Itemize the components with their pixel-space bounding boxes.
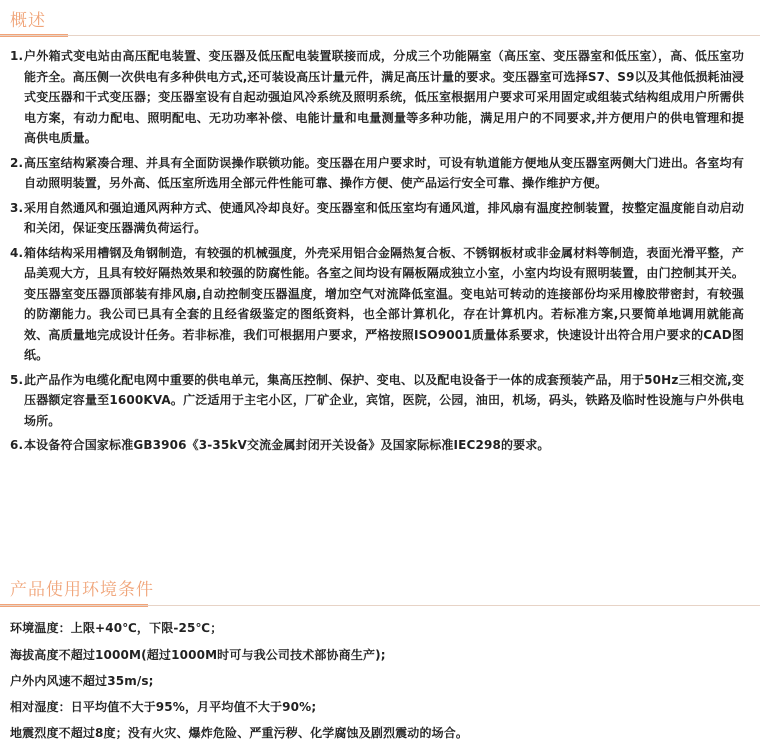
env-altitude: 海拔高度不超过1000M(超过1000M时可与我公司技术部协商生产);	[10, 648, 386, 662]
env-temperature: 环境温度：上限+40℃，下限-25℃；	[10, 621, 223, 635]
overview-divider	[0, 35, 760, 36]
overview-title: 概述	[10, 11, 46, 31]
environment-section	[0, 567, 760, 753]
list-item-text: 此产品作为电缆化配电网中重要的供电单元，集高压控制、保护、变电、以及配电设备于一体的成套预装产品，用于50Hz三相交流,变压器额定容量至1600KVA。广泛适用于主宅小区，厂矿企业，宾馆，医院，公园，油田，机场，码头，铁路及临时性设施与户外供电场所。	[24, 372, 744, 428]
list-item-text: 采用自然通风和强迫通风两种方式、使通风冷却良好。变压器室和低压室均有通风道，排风扇有温度控制装置，按整定温度能自动启动和关闭，保证变压器满负荷运行。	[24, 200, 744, 235]
list-item-number: 3.	[10, 200, 24, 215]
list-item	[0, 243, 760, 366]
environment-title: 产品使用环境条件	[10, 580, 154, 600]
list-item-number: 2.	[10, 155, 24, 170]
list-item	[0, 153, 760, 194]
overview-list	[0, 46, 760, 456]
overview-header	[0, 0, 760, 40]
list-item-number: 4.	[10, 245, 24, 260]
list-item-number: 6.	[10, 438, 24, 452]
list-item-number: 1.	[10, 49, 24, 63]
list-item-text: 高压室结构紧凑合理、并具有全面防误操作联锁功能。变压器在用户要求时，可设有轨道能方便地从变压器室两侧大门进出。各室均有自动照明装置，另外高、低压室所选用全部元件性能可靠、操作方便、使产品运行安全可靠、操作维护方便。	[24, 155, 744, 190]
list-item-text: 户外箱式变电站由高压配电装置、变压器及低压配电装置联接而成，分成三个功能隔室（高压室、变压器室和低压室），高、低压室功能齐全。高压侧一次供电有多种供电方式,还可装设高压计量元件，满足高压计量的要求。变压器室可选择S7、S9以及其他低损耗油浸式变压器和干式变压器；变压器室设有自起动强迫风冷系统及照明系统，低压室根据用户要求可采用固定或组装式结构组成用户所需供电方案，有动力配电、照明配电、无功功率补偿、电能计量和电量测量等多种功能，满足用户的不同要求,并方便用户的供电管理和提高供电质量。	[24, 49, 744, 145]
env-wind-speed: 户外内风速不超过35m/s;	[10, 674, 154, 688]
list-item	[0, 198, 760, 239]
list-item	[0, 370, 760, 432]
environment-header	[0, 567, 760, 607]
list-item-number: 5.	[10, 372, 24, 387]
list-item	[0, 435, 760, 456]
environment-divider	[0, 605, 760, 606]
env-humidity: 相对湿度：日平均值不大于95%，月平均值不大于90%;	[10, 700, 317, 714]
list-item	[0, 46, 760, 149]
env-seismic: 地震烈度不超过8度；没有火灾、爆炸危险、严重污秽、化学腐蚀及剧烈震动的场合。	[10, 726, 469, 740]
list-item-text: 箱体结构采用槽钢及角钢制造，有较强的机械强度，外壳采用铝合金隔热复合板、不锈钢板材或非金属材料等制造，表面光滑平整，产品美观大方，且具有较好隔热效果和较强的防腐性能。各室之间均设有隔板隔成独立小室，小室内均设有照明装置，由门控制其开关。变压器室变压器顶部装有排风扇,自动控制变压器温度，增加空气对流降低室温。变电站可转动的连接部份均采用橡胶带密封，有较强的防潮能力。我公司已具有全套的且经省级鉴定的图纸资料，也全部计算机化，存在计算机内。若标准方案,只要简单地调用就能高效、高质量地完成设计任务。若非标准，我们可根据用户要求，严格按照ISO9001质量体系要求，快速设计出符合用户要求的CAD图纸。	[24, 245, 744, 362]
list-item-text: 本设备符合国家标准GB3906《3-35kV交流金属封闭开关设备》及国家际标准IEC298的要求。	[24, 438, 550, 452]
